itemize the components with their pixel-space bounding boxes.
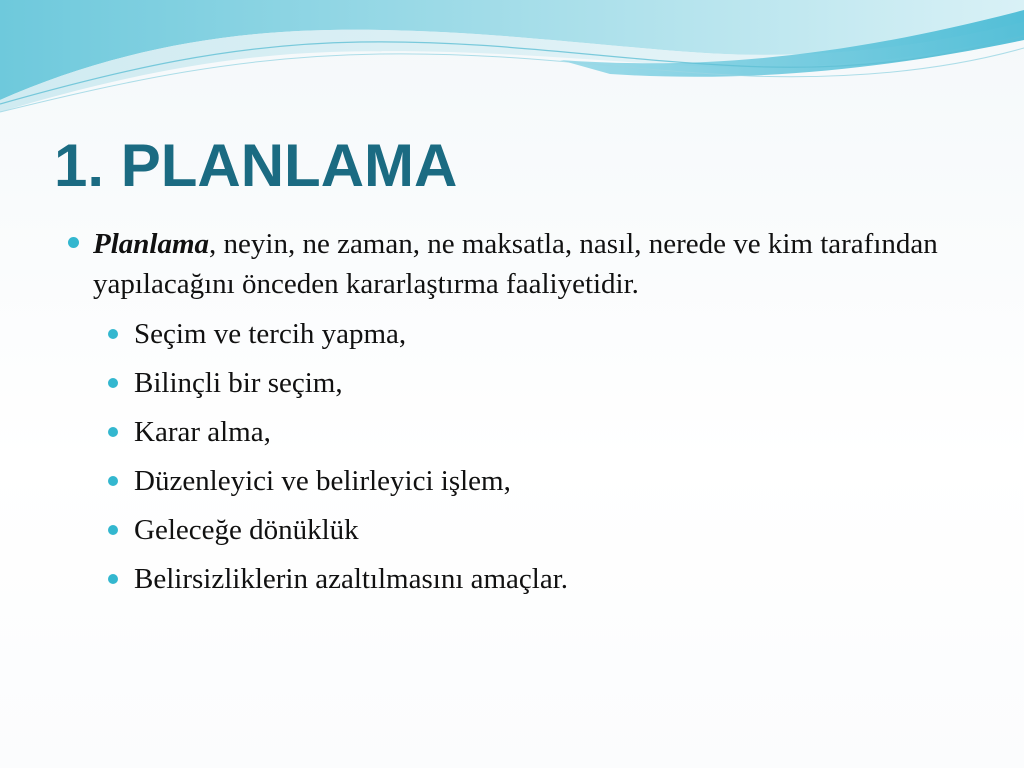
bullet-dot-icon <box>108 427 118 437</box>
list-item <box>68 414 968 451</box>
slide-title: 1. PLANLAMA <box>54 132 458 199</box>
list-item <box>68 561 968 598</box>
definition-text: , neyin, ne zaman, ne maksatla, nasıl, nerede ve kim tarafından yapılacağını önceden kararlaştırma faaliyetidir. <box>93 228 938 300</box>
bullet-dot-icon <box>108 476 118 486</box>
bullet-dot-icon <box>108 525 118 535</box>
wave-header-decoration <box>0 0 1024 130</box>
list-item-text: Seçim ve tercih yapma, <box>134 318 407 350</box>
list-item <box>68 512 968 549</box>
list-item <box>68 365 968 402</box>
list-item-text: Karar alma, <box>134 416 271 448</box>
list-item-text: Belirsizliklerin azaltılmasını amaçlar. <box>134 563 569 595</box>
bullet-dot-icon <box>68 237 79 248</box>
list-item <box>68 316 968 353</box>
list-item <box>68 463 968 500</box>
sub-bullet-list <box>68 316 968 598</box>
list-item-text: Düzenleyici ve belirleyici işlem, <box>134 465 511 497</box>
bullet-dot-icon <box>108 574 118 584</box>
bullet-dot-icon <box>108 378 118 388</box>
slide-body <box>68 224 968 610</box>
list-item-text: Bilinçli bir seçim, <box>134 367 343 399</box>
bullet-dot-icon <box>108 329 118 339</box>
definition-paragraph <box>68 224 968 304</box>
definition-term: Planlama <box>93 228 210 260</box>
list-item-text: Geleceğe dönüklük <box>134 514 359 546</box>
